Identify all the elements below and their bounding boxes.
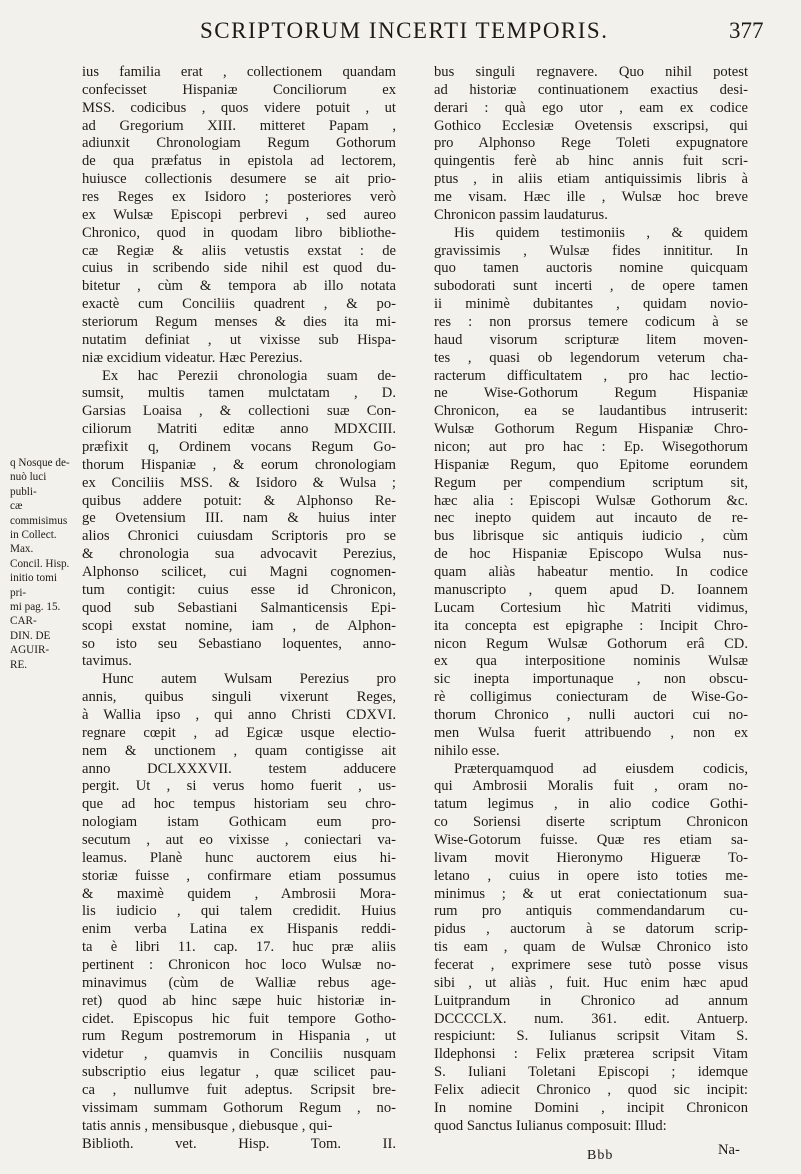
text-line: bus librisque sic antiquis iudicio , cùm xyxy=(434,528,748,545)
text-line: subscriptio eius legatur , quæ scilicet pau- xyxy=(82,1064,396,1081)
text-line: scopi exstat nomine, iam , de Alphon- xyxy=(82,617,396,634)
text-line: Hispaniæ Regum, quo Epitome eorundem xyxy=(434,456,748,473)
text-line: quibus addere potuit: & Alphonso Re- xyxy=(82,492,396,509)
text-line: vissimam summam Gothorum Regum , no- xyxy=(82,1099,396,1116)
text-line: co Soriensi diserte scriptum Chronicon xyxy=(434,814,748,831)
text-line: enim verba Latina ex Hispanis reddi- xyxy=(82,921,396,938)
text-line: Alphonso scilicet, cui Magni cognomen- xyxy=(82,564,396,581)
text-line: In nomine Domini , incipit Chronicon xyxy=(434,1099,748,1116)
text-line: anno DCLXXXVII. testem adducere xyxy=(82,760,396,777)
text-line: Wulsæ Gothorum Regum Hispaniæ Chro- xyxy=(434,421,748,438)
text-line: nec inepto quidem aut incauto de re- xyxy=(434,510,748,527)
text-line: Ex hac Perezii chronologia suam de- xyxy=(102,367,396,384)
text-line: ta è libri 11. cap. 17. huc præ aliis xyxy=(82,939,396,956)
text-line: fecerat , exprimere sese tutò posse visus xyxy=(434,956,748,973)
text-line: ca , nullumve fuit adeptus. Scripsit bre- xyxy=(82,1081,396,1098)
text-line: nem & unctionem , quam contigisse ait xyxy=(82,742,396,759)
text-line: tes , quasi ob legendorum veterum cha- xyxy=(434,349,748,366)
text-line: nicon; aut pro hac : Ep. Wisegothorum xyxy=(434,439,748,456)
text-line: Lucam Cortesium hìc Matriti vidimus, xyxy=(434,599,748,616)
text-line: steriorum Regum menses & dies ita mi- xyxy=(82,314,396,331)
text-line: Luitprandum in Chronico ad annum xyxy=(434,992,748,1009)
text-line: leamus. Planè hunc auctorem eius hi- xyxy=(82,849,396,866)
margin-note-line: cæ commisimus xyxy=(10,500,68,527)
text-line: nihilo esse. xyxy=(434,742,500,759)
text-line: Ildephonsi : Felix præterea scripsit Vitam xyxy=(434,1046,748,1063)
text-line: Chronicon, ea se laudantibus intruserit: xyxy=(434,403,748,420)
left-column xyxy=(82,64,396,1153)
text-line: huiusce collectionis desumere se ait prio- xyxy=(82,171,396,188)
text-line: que ad hoc tempus historiam seu chro- xyxy=(82,796,396,813)
text-line: so isto seu Sebastiano loquentes, anno- xyxy=(82,635,396,652)
text-line: quam aliàs habeatur mentio. In codice xyxy=(434,564,748,581)
text-line: regnare cœpit , ad Egicæ usque electio- xyxy=(82,724,396,741)
margin-note-line: initio tomi pri- xyxy=(10,572,57,599)
text-line: respiciunt: S. Iulianus scripsit Vitam S. xyxy=(434,1028,748,1045)
text-line: pro Alphonso Rege Toleti expugnatore xyxy=(434,135,748,152)
text-line: pertinent : Chronicon hoc loco Wulsæ no- xyxy=(82,956,396,973)
text-line: ge Ovetensium III. nam & huius inter xyxy=(82,510,396,527)
text-line: bitetur , cùm & tempora ab illo notata xyxy=(82,278,396,295)
text-line: & chronologia sua advocavit Perezius, xyxy=(82,546,396,563)
text-line: His quidem testimoniis , & quidem xyxy=(454,224,748,241)
text-line: ad historiæ continuationem exactius desi- xyxy=(434,81,748,98)
text-line: racterum difficultatem , pro hac lectio- xyxy=(434,367,748,384)
text-line: cidet. Episcopus hic fuit tempore Gotho- xyxy=(82,1010,396,1027)
text-line: rum pro antiquis commendandarum cu- xyxy=(434,903,748,920)
text-line: subodorati sunt incerti , de opere tamen xyxy=(434,278,748,295)
text-line: qui Ambrosii Moralis fuit , oram no- xyxy=(434,778,748,795)
text-line: tis eam , quam de Wulsæ Chronico isto xyxy=(434,939,748,956)
text-line: Biblioth. vet. Hisp. Tom. II. xyxy=(82,1135,396,1152)
text-line: DCCCCLX. num. 361. edit. Antuerp. xyxy=(434,1010,748,1027)
margin-note-line: Concil. Hisp. xyxy=(10,557,70,570)
margin-note-line: nuò luci publi- xyxy=(10,471,47,498)
text-line: haud visorum scripturæ litem moven- xyxy=(434,331,748,348)
margin-note xyxy=(10,456,72,672)
margin-note-line: in Collect. Max. xyxy=(10,529,57,556)
margin-note-line: DIN. DE AGUIR- xyxy=(10,629,51,657)
text-line: ex Conciliis MSS. & Isidoro & Wulsa ; xyxy=(82,474,396,491)
text-line: Chronico, quod in quodam libro bibliothe- xyxy=(82,224,396,241)
text-line: gravissimis , Wulsæ fides innititur. In xyxy=(434,242,748,259)
right-column xyxy=(434,64,748,1136)
text-line: de qua præfatus in epistola ad lectorem, xyxy=(82,153,396,170)
text-line: nologiam istam Gothicam eum pro- xyxy=(82,814,396,831)
text-line: quo tamen auctoris nomine quicquam xyxy=(434,260,748,277)
text-line: derari : quà ego utor , eam ex codice xyxy=(434,99,748,116)
text-line: thorum Hispaniæ , & eorum chronologiam xyxy=(82,456,396,473)
text-line: lis iudicio , qui talem credidit. Huius xyxy=(82,903,396,920)
text-line: tum contigit: cuius esse id Chronicon, xyxy=(82,581,396,598)
text-line: Hunc autem Wulsam Perezius pro xyxy=(102,671,396,688)
text-line: res Reges ex Isidoro ; posteriores verò xyxy=(82,189,396,206)
text-line: storiæ fuisse , confirmare etiam possumus xyxy=(82,867,396,884)
text-line: manuscripto , quem apud D. Ioannem xyxy=(434,581,748,598)
text-line: ita concepta est epigraphe : Incipit Chro- xyxy=(434,617,748,634)
text-line: ciliorum Matriti editæ anno MDXCIII. xyxy=(82,421,396,438)
text-line: annis, quibus singuli vixerunt Reges, xyxy=(82,689,396,706)
signature-mark: Bbb xyxy=(587,1148,614,1163)
text-line: pergit. Ut , si verus homo fuerit , us- xyxy=(82,778,396,795)
text-line: Wise-Gotorum fuisse. Quæ res etiam sa- xyxy=(434,831,748,848)
text-line: ii minimè dubitantes , quidam novio- xyxy=(434,296,748,313)
text-line: MSS. codicibus , quos videre potuit , ut xyxy=(82,99,396,116)
text-line: adiunxit Chronologiam Regum Gothorum xyxy=(82,135,396,152)
text-line: præfixit q, Ordinem vocans Regum Go- xyxy=(82,439,396,456)
text-line: exactè cum Conciliis quadrent , & po- xyxy=(82,296,396,313)
text-line: tavimus. xyxy=(82,653,132,670)
text-line: Regum per compendium scriptum sit, xyxy=(434,474,748,491)
catchword: Na- xyxy=(718,1142,740,1158)
text-line: Garsias Loaisa , & collectioni suæ Con- xyxy=(82,403,396,420)
text-line: Felix adiecit Chronico , quod sic incipit: xyxy=(434,1081,748,1098)
text-line: livam movit Hieronymo Higueræ To- xyxy=(434,849,748,866)
text-line: videtur , quamvis in Conciliis nusquam xyxy=(82,1046,396,1063)
text-line: hæc alia : Episcopi Wulsæ Gothorum &c. xyxy=(434,492,748,509)
text-line: cæ Regiæ & aliis vetustis exstat : de xyxy=(82,242,396,259)
text-line: Chronicon passim laudaturus. xyxy=(434,206,608,223)
text-line: ptus , in aliis etiam antiquissimis libris à xyxy=(434,171,748,188)
margin-note-line: q Nosque de- xyxy=(10,457,70,469)
text-line: ret) quod ab hinc sæpe huic historiæ in- xyxy=(82,992,396,1009)
text-line: ne Wise-Gothorum Regum Hispaniæ xyxy=(434,385,748,402)
text-line: ius familia erat , collectionem quandam xyxy=(82,64,396,80)
text-line: thorum Chronico , nulli auctori cui no- xyxy=(434,706,748,723)
text-line: minimus ; & ut erat coniectationum sua- xyxy=(434,885,748,902)
text-line: à Wallia ipso , qui anno Christi CDXVI. xyxy=(82,706,396,723)
text-line: letano , cuius in opere isto toties me- xyxy=(434,867,748,884)
text-line: sumsit, multis tamen mulctatam , D. xyxy=(82,385,396,402)
text-line: Præterquamquod ad eiusdem codicis, xyxy=(454,760,748,777)
text-line: sic inepta importunaque , non obscu- xyxy=(434,671,748,688)
text-line: res : non prorsus temere codicum à se xyxy=(434,314,748,331)
text-line: cuius in scribendo side nihil est quod du- xyxy=(82,260,396,277)
text-line: & maximè quidem , Ambrosii Mora- xyxy=(82,885,396,902)
text-line: alios Chronici cuiusdam Scriptoris pro se xyxy=(82,528,396,545)
page-number: 377 xyxy=(729,18,764,43)
text-line: nicon Regum Wulsæ Gothorum erâ CD. xyxy=(434,635,748,652)
text-line: S. Iuliani Toletani Episcopi ; idemque xyxy=(434,1064,748,1081)
text-line: men Wulsa fuerit attribuendo , non ex xyxy=(434,724,748,741)
text-line: confecisset Hispaniæ Conciliorum ex xyxy=(82,81,396,98)
text-line: rum Regum postremorum in Hispania , ut xyxy=(82,1028,396,1045)
text-line: nutatim definiat , ut vixisse sub Hispa- xyxy=(82,331,396,348)
text-line: me visam. Hæc ille , Wulsæ hoc breve xyxy=(434,189,748,206)
margin-note-line: RE. xyxy=(10,658,28,671)
margin-note-line: mi pag. 15. CAR- xyxy=(10,601,61,628)
text-line: rè colligimus coniecturam de Wise-Go- xyxy=(434,689,748,706)
text-line: quod Sanctus Iulianus composuit: Illud: xyxy=(434,1117,667,1134)
running-title: SCRIPTORUM INCERTI TEMPORIS. xyxy=(200,18,609,43)
text-line: de hoc Hispaniæ Episcopo Wulsa nus- xyxy=(434,546,748,563)
text-line: quingentis ferè ab hinc annis fuit scri- xyxy=(434,153,748,170)
text-line: ex Wulsæ Episcopi perbrevi , sed aureo xyxy=(82,206,396,223)
text-line: niæ excidium videatur. Hæc Perezius. xyxy=(82,349,303,366)
text-line: pidus , auctorum à se datorum scrip- xyxy=(434,921,748,938)
text-line: quod sub Sebastiani Salmanticensis Epi- xyxy=(82,599,396,616)
text-line: tatum legimus , in alio codice Gothi- xyxy=(434,796,748,813)
text-line: minavimus (cùm de Walliæ rebus age- xyxy=(82,974,396,991)
text-line: tatis annis , mensibusque , diebusque , qui- xyxy=(82,1117,333,1134)
text-line: ex qua interpositione nominis Wulsæ xyxy=(434,653,748,670)
page-header xyxy=(0,14,801,44)
text-line: bus singuli regnavere. Quo nihil potest xyxy=(434,64,748,80)
text-line: secutum , aut eo vixisse , coniectari va- xyxy=(82,831,396,848)
text-line: Gothico Ecclesiæ Ovetensis exscripsi, qui xyxy=(434,117,748,134)
text-line: sibi , ut aliàs , fuit. Huc enim hæc apud xyxy=(434,974,748,991)
text-line: ad Gregorium XIII. mitteret Papam , xyxy=(82,117,396,134)
